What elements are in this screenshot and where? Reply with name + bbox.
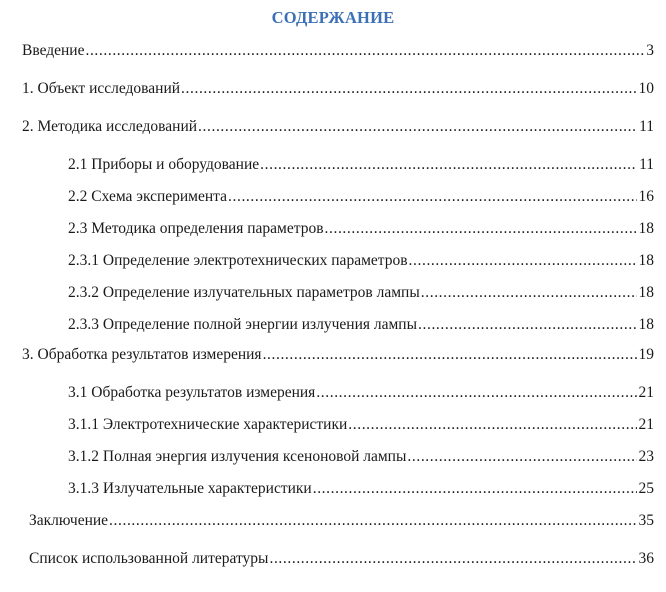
toc-entry-text: 3.1.3 Излучательные характеристики bbox=[68, 480, 312, 497]
toc-entry-page: 19 bbox=[638, 346, 654, 363]
toc-entry-section-1 bbox=[22, 80, 654, 98]
toc-entry-page: 16 bbox=[638, 188, 654, 205]
toc-entry-page: 11 bbox=[639, 156, 654, 173]
toc-leader-dots bbox=[85, 42, 644, 60]
toc-entry-text: 1. Объект исследований bbox=[22, 80, 181, 97]
toc-entry-page: 18 bbox=[638, 220, 654, 237]
toc-entry-section-3 bbox=[22, 346, 654, 364]
toc-entry-section-3-1-3 bbox=[68, 480, 654, 498]
toc-entry-section-2-3-3 bbox=[68, 316, 654, 334]
toc-entry-text: 3.1.2 Полная энергия излучения ксеноновой лампы bbox=[68, 448, 407, 465]
toc-entry-section-2-3-2 bbox=[68, 284, 654, 302]
toc-entry-text: 2.3.1 Определение электротехнических параметров bbox=[68, 252, 408, 269]
toc-entry-text: 2.3 Методика определения параметров bbox=[68, 220, 324, 237]
toc-entry-text: 2.1 Приборы и оборудование bbox=[68, 156, 260, 173]
toc-entry-page: 18 bbox=[638, 252, 654, 269]
toc-entry-section-2-3 bbox=[68, 220, 654, 238]
toc-leader-dots bbox=[313, 480, 637, 498]
toc-leader-dots bbox=[260, 156, 637, 174]
toc-leader-dots bbox=[109, 512, 636, 530]
toc-leader-dots bbox=[348, 416, 636, 434]
toc-leader-dots bbox=[418, 316, 636, 334]
toc-leader-dots bbox=[407, 448, 636, 466]
toc-entry-page: 3 bbox=[646, 42, 654, 59]
toc-entry-text: Заключение bbox=[29, 512, 109, 529]
toc-title: СОДЕРЖАНИЕ bbox=[271, 8, 395, 27]
toc-entry-page: 21 bbox=[638, 384, 654, 401]
toc-entry-page: 10 bbox=[638, 80, 654, 97]
toc-entry-conclusion bbox=[29, 512, 654, 530]
toc-entry-section-2-1 bbox=[68, 156, 654, 174]
toc-entry-section-2-3-1 bbox=[68, 252, 654, 270]
toc-entry-text: 3.1 Обработка результатов измерения bbox=[68, 384, 316, 401]
toc-entry-section-2-2 bbox=[68, 188, 654, 206]
toc-entry-page: 23 bbox=[638, 448, 654, 465]
toc-leader-dots bbox=[316, 384, 636, 402]
toc-leader-dots bbox=[263, 346, 637, 364]
toc-entry-page: 11 bbox=[639, 118, 654, 135]
toc-entry-page: 18 bbox=[638, 284, 654, 301]
toc-entry-text: 3.1.1 Электротехнические характеристики bbox=[68, 416, 348, 433]
toc-entry-section-3-1-2 bbox=[68, 448, 654, 466]
toc-entry-introduction bbox=[22, 42, 654, 60]
toc-leader-dots bbox=[269, 550, 636, 568]
toc-entry-text: 2.2 Схема эксперимента bbox=[68, 188, 228, 205]
toc-entry-page: 25 bbox=[638, 480, 654, 497]
toc-leader-dots bbox=[409, 252, 637, 270]
toc-entry-page: 36 bbox=[638, 550, 654, 567]
toc-entry-text: 3. Обработка результатов измерения bbox=[22, 346, 262, 363]
toc-leader-dots bbox=[228, 188, 636, 206]
toc-entry-page: 18 bbox=[638, 316, 654, 333]
toc-entry-text: Введение bbox=[22, 42, 85, 59]
toc-entry-page: 21 bbox=[638, 416, 654, 433]
toc-entry-references bbox=[29, 550, 654, 568]
toc-entry-section-3-1-1 bbox=[68, 416, 654, 434]
toc-entry-text: 2.3.2 Определение излучательных параметров лампы bbox=[68, 284, 420, 301]
toc-leader-dots bbox=[181, 80, 636, 98]
toc-entry-page: 35 bbox=[638, 512, 654, 529]
toc-entry-text: Список использованной литературы bbox=[29, 550, 269, 567]
toc-leader-dots bbox=[421, 284, 637, 302]
toc-entry-section-2 bbox=[22, 118, 654, 136]
toc-leader-dots bbox=[198, 118, 637, 136]
toc-entry-text: 2. Методика исследований bbox=[22, 118, 198, 135]
toc-leader-dots bbox=[325, 220, 637, 238]
toc-entry-text: 2.3.3 Определение полной энергии излучения лампы bbox=[68, 316, 418, 333]
toc-entry-section-3-1 bbox=[68, 384, 654, 402]
